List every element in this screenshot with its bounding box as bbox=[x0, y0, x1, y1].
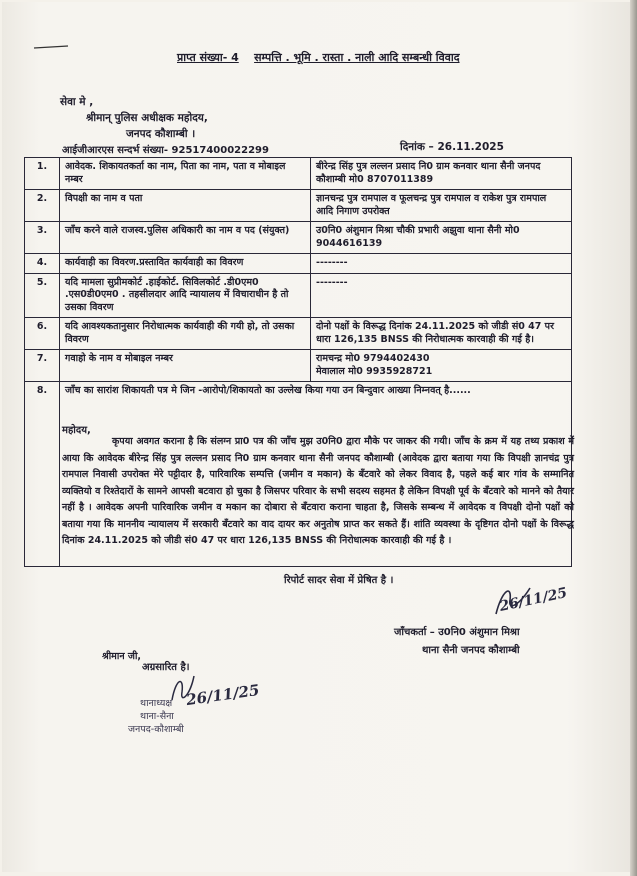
table-row bbox=[25, 254, 572, 274]
document-title bbox=[177, 50, 460, 65]
document-date: दिनांक – 26.11.2025 bbox=[400, 141, 504, 153]
table-row bbox=[25, 190, 572, 222]
investigating-officer: जाँचकर्ता – उ0नि0 अंशुमान मिश्रा bbox=[394, 627, 520, 638]
stamp-district: जनपद-कौशाम्बी bbox=[128, 724, 184, 735]
scan-edge bbox=[630, 0, 637, 876]
row-number: 4. bbox=[25, 254, 60, 274]
table-row bbox=[25, 350, 572, 382]
table-row bbox=[25, 318, 572, 350]
summary-salutation: महोदय, bbox=[62, 425, 91, 436]
row-value: दोनो पक्षों के विरूद्ध दिनांक 24.11.2025 को जीडी सं0 47 पर धारा 126,135 BNSS की निरोधात्मक कारवाही की गई है। bbox=[311, 318, 572, 350]
table-row bbox=[25, 273, 572, 318]
form-number: प्राप्त संख्या- 4 bbox=[177, 51, 239, 64]
document-page bbox=[2, 2, 630, 872]
table-row bbox=[25, 222, 572, 254]
row-number: 3. bbox=[25, 222, 60, 254]
igrs-reference: आईजीआरएस सन्दर्भ संख्या- 92517400022299 bbox=[62, 145, 269, 156]
row-value: उ0नि0 अंशुमान मिश्रा चौकी प्रभारी अझुवा थाना सैनी मो0 9044616139 bbox=[311, 222, 572, 254]
forwarding-note: अग्रसारित है। bbox=[142, 662, 190, 673]
addressee-line: श्रीमान् पुलिस अधीक्षक महोदय, bbox=[86, 112, 208, 124]
row-number: 1. bbox=[25, 158, 60, 190]
row-number: 8. bbox=[25, 382, 60, 567]
row-label: कार्यवाही का विवरण.प्रस्तावित कार्यवाही का विवरण bbox=[60, 254, 311, 274]
forwarding-addressee: श्रीमान जी, bbox=[102, 651, 142, 662]
sho-signature: 26/11/25 bbox=[185, 680, 261, 710]
subject-heading: सम्पत्ति . भूमि . रास्ता . नाली आदि सम्बन्धी विवाद bbox=[254, 51, 460, 64]
summary-heading: जाँच का सारांश शिकायती पत्र मे जिन -आरोपो/शिकायतो का उल्लेख किया गया उन बिन्दुवार आख्या निम्नवत् है...... bbox=[65, 385, 471, 396]
row-number: 7. bbox=[25, 350, 60, 382]
row-label: यदि मामला सुप्रीमकोर्ट .हाईकोर्ट. सिविलकोर्ट .डी0एम0 .एस0डी0एम0 . तहसीलदार आदि न्यायालय में विचाराधीन है तो उसका विवरण bbox=[60, 273, 311, 318]
row-number: 6. bbox=[25, 318, 60, 350]
stamp-station: थाना-सैना bbox=[140, 711, 174, 722]
row-number: 5. bbox=[25, 273, 60, 318]
pen-mark bbox=[32, 42, 72, 52]
row-label: गवाहो के नाम व मोबाइल नम्बर bbox=[60, 350, 311, 382]
row-value: -------- bbox=[311, 273, 572, 318]
row-label: आवेदक. शिकायतकर्ता का नाम, पिता का नाम, पता व मोबाइल नम्बर bbox=[60, 158, 311, 190]
row-value: बीरेन्द्र सिंह पुत्र लल्लन प्रसाद नि0 ग्राम कनवार थाना सैनी जनपद कौशाम्बी मो0 8707011389 bbox=[311, 158, 572, 190]
stamp-designation: थानाध्यक्ष bbox=[140, 698, 173, 709]
salutation-line: सेवा मे , bbox=[60, 96, 94, 108]
table-row bbox=[25, 158, 572, 190]
row-label: जाँच करने वाले राजस्व.पुलिस अधिकारी का नाम व पद (संयुक्त) bbox=[60, 222, 311, 254]
officer-signature: 26/11/25 bbox=[498, 585, 569, 615]
signature-flourish bbox=[490, 580, 540, 620]
row-label: यदि आवश्यकतानुसार निरोधात्मक कार्यवाही की गयी हो, तो उसका विवरण bbox=[60, 318, 311, 350]
sho-signature-flourish bbox=[168, 670, 198, 710]
district-line: जनपद कौशाम्बी । bbox=[126, 128, 196, 140]
row-number: 2. bbox=[25, 190, 60, 222]
officer-station: थाना सैनी जनपद कौशाम्बी bbox=[422, 645, 520, 656]
summary-closing: रिपोर्ट सादर सेवा में प्रेषित है । bbox=[284, 575, 394, 586]
summary-body: कृपया अवगत कराना है कि संलग्न प्रा0 पत्र की जाँच मुझ उ0नि0 द्वारा मौके पर जाकर की गयी। जाँच के क्रम में यह तथ्य प्रकाश में आया कि आवेदक बीरेन्द्र सिंह पुत्र लल्लन प्रसाद नि0 ग्राम कनवार थाना सैनी जनपद कौशाम्बी (आवेदक द्वारा बताया गया कि विपक्षी ज्ञानचंद्र पुत्र रामपाल निवासी उपरोक्त मेरे पट्टीदार है, पारिवारिक सम्पत्ति (जमीन व मकान) के बँटवारे को लेकर विवाद है, पहले कई बार गांव के सम्मानित व्यक्तियो व रिश्तेदारों के सामने आपसी बटवारा हो चुका है जिसपर परिवार के सभी सदस्य सहमत है लेकिन विपक्षी पूर्व के बँटवारे को मानने को तैयार नहीं है । आवेदक अपनी पारिवारिक जमीन व मकान का दोबारा से बँटवारा कराना चाहता है, जिसके सम्बन्ध में आवेदक व विपक्षी दोनो पक्षों को बताया गया कि माननीय न्यायालय में सरकारी बँटवारे का वाद दायर कर अनुतोष प्राप्त कर सकते हैं। शांति व्यवस्था के दृष्टिगत दोनो पक्षों के विरूद्ध दिनांक 24.11.2025 को जीडी सं0 47 पर धारा 126,135 BNSS की निरोधात्मक कारवाही की गई है । bbox=[62, 436, 574, 546]
row-value: -------- bbox=[311, 254, 572, 274]
row-label: विपक्षी का नाम व पता bbox=[60, 190, 311, 222]
row-value: रामचन्द्र मो0 9794402430 मेवालाल मो0 9935928721 bbox=[311, 350, 572, 382]
row-value: ज्ञानचन्द्र पुत्र रामपाल व फूलचन्द्र पुत्र रामपाल व राकेश पुत्र रामपाल आदि निगाण उपरोक्त bbox=[311, 190, 572, 222]
